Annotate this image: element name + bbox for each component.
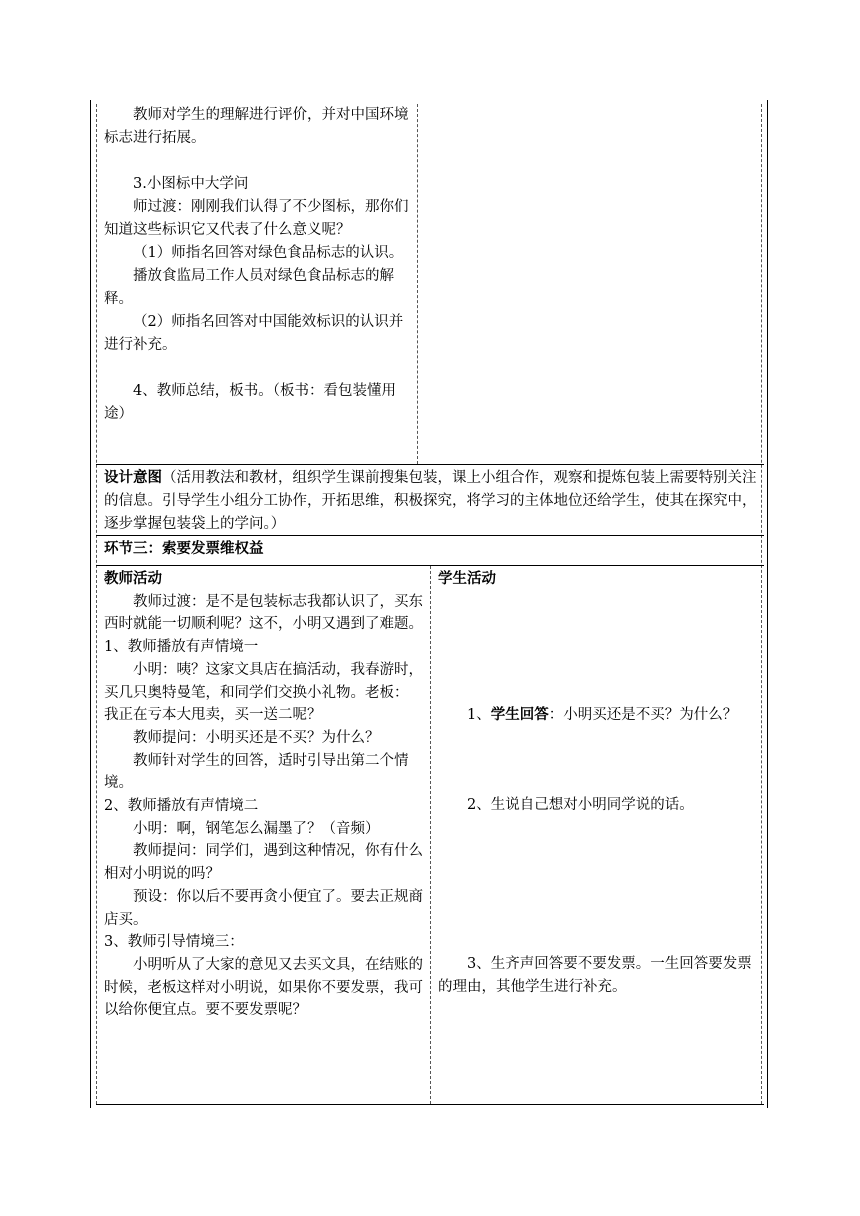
student-activity-header: 学生活动 xyxy=(438,570,496,587)
section3-divider xyxy=(430,566,431,1104)
design-intent-text: （活用教法和教材，组织学生课前搜集包装，课上小组合作，观察和提炼包装上需要特别关注的信息。引导学生小组分工协作，开拓思维，积极探究，将学习的主体地位还给学生，使其在探究中，逐步掌握包装袋上的学问。） xyxy=(104,470,757,532)
summary-text: 4、教师总结，板书。（板书：看包装懂用途） xyxy=(104,383,396,422)
evaluation-text: 教师对学生的理解进行评价，并对中国环境标志进行拓展。 xyxy=(104,107,409,146)
section1-divider xyxy=(417,104,418,464)
design-intent-cell xyxy=(104,466,758,536)
teacher-question1: 教师提问：小明买还是不买？为什么？ xyxy=(133,729,380,746)
scenario3-heading: 3、教师引导情境三： xyxy=(104,934,244,951)
scenario1-dialogue: 小明：咦？这家文具店在搞活动，我春游时，买几只奥特曼笔，和同学们交换小礼物。老板： 我正在亏本大甩卖，买一送二呢？ xyxy=(104,661,423,724)
subheading-small-icons: 3.小图标中大学问 xyxy=(133,176,249,192)
divider-line xyxy=(96,464,764,465)
scenario2-heading: 2、教师播放有声情境二 xyxy=(104,798,259,815)
student-answer3: 3、生齐声回答要不要发票。一生回答要发票的理由，其他学生进行补充。 xyxy=(438,956,752,995)
green-food-explain: 播放食监局工作人员对绿色食品标志的解释。 xyxy=(104,268,394,307)
preset-answer: 预设：你以后不要再贪小便宜了。要去正规商店买。 xyxy=(104,888,423,928)
section3-title-cell xyxy=(104,537,758,560)
teacher-guide: 教师针对学生的回答，适时引导出第二个情境。 xyxy=(104,752,409,792)
teacher-question2: 教师提问：同学们，遇到这种情况，你有什么相对小明说的吗？ xyxy=(104,843,423,883)
scenario1-heading: 1、教师播放有声情境一 xyxy=(104,639,259,656)
student-activity-cell xyxy=(438,568,758,999)
scenario3-dialogue: 小明听从了大家的意见又去买文具，在结账的时候，老板这样对小明说，如果你不要发票，我可以给你便宜点。要不要发票呢？ xyxy=(104,956,423,1019)
bottom-line xyxy=(96,1104,764,1105)
energy-label-question: （2）师指名回答对中国能效标识的认识并进行补充。 xyxy=(104,314,404,353)
section3-title: 环节三：索要发票维权益 xyxy=(104,540,264,557)
student-answer1: 1、学生回答：小明买还是不买？为什么？ xyxy=(467,705,738,723)
teacher-activity-header: 教师活动 xyxy=(104,570,162,587)
teacher-transition: 教师过渡：是不是包装标志我都认识了，买东西时就能一切顺利呢？这不，小明又遇到了难题。 xyxy=(104,593,423,633)
scenario2-dialogue: 小明：啊，钢笔怎么漏墨了？（音频） xyxy=(133,820,380,837)
section1-teacher-cell xyxy=(104,104,412,426)
student-answer2: 2、生说自己想对小明同学说的话。 xyxy=(467,797,694,814)
transition-text: 师过渡：刚刚我们认得了不少图标，那你们知道这些标识它又代表了什么意义呢？ xyxy=(104,199,409,238)
design-intent-label: 设计意图 xyxy=(104,469,162,486)
teacher-activity-cell xyxy=(104,568,424,1022)
green-food-question: （1）师指名回答对绿色食品标志的认识。 xyxy=(133,245,404,261)
divider-line xyxy=(96,535,764,536)
